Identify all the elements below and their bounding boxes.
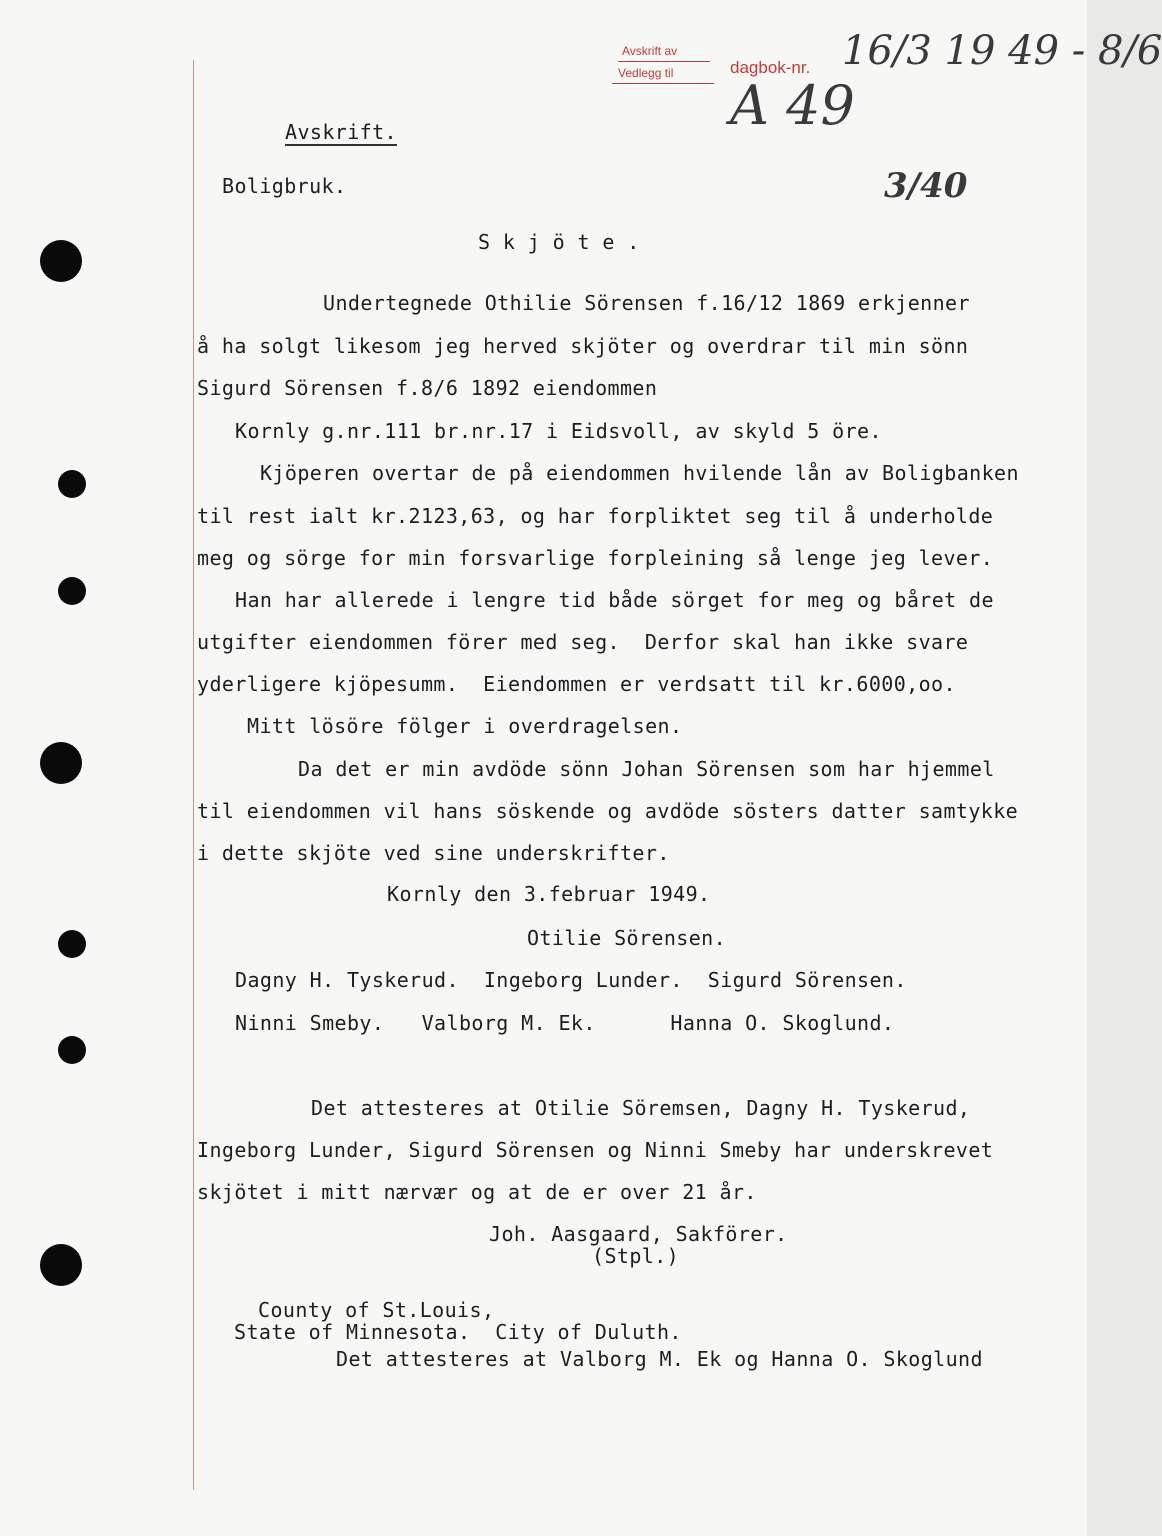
state-line: State of Minnesota. City of Duluth. bbox=[234, 1320, 682, 1344]
subheading: Boligbruk. bbox=[222, 174, 347, 198]
stamp-line-2: Vedlegg til bbox=[618, 66, 674, 80]
body-line: Undertegnede Othilie Sörensen f.16/12 1869 erkjenner bbox=[323, 291, 970, 315]
punch-hole-3 bbox=[58, 577, 86, 605]
body-line: til eiendommen vil hans söskende og avdöde sösters datter samtykke bbox=[197, 799, 1019, 823]
seal-note: (Stpl.) bbox=[592, 1244, 680, 1268]
punch-hole-6 bbox=[58, 1036, 86, 1064]
stamp-divider bbox=[618, 61, 710, 62]
attest-line: Det attesteres at Otilie Söremsen, Dagny H. Tyskerud, bbox=[311, 1096, 971, 1120]
body-line: utgifter eiendommen förer med seg. Derfor skal han ikke svare bbox=[197, 630, 969, 654]
handwritten-folio: 3/40 bbox=[884, 166, 968, 206]
final-attest-line: Det attesteres at Valborg M. Ek og Hanna O. Skoglund bbox=[336, 1347, 983, 1371]
punch-hole-5 bbox=[58, 930, 86, 958]
handwritten-register: A 49 bbox=[730, 74, 855, 137]
heading: Avskrift. bbox=[285, 120, 397, 144]
attest-line: Ingeborg Lunder, Sigurd Sörensen og Ninni Smeby har underskrevet bbox=[197, 1138, 994, 1162]
stamp-label: dagbok-nr. bbox=[730, 58, 811, 77]
punch-hole-2 bbox=[58, 470, 86, 498]
witnesses-row-1: Dagny H. Tyskerud. Ingeborg Lunder. Sigurd Sörensen. bbox=[235, 968, 907, 992]
body-line: yderligere kjöpesumm. Eiendommen er verdsatt til kr.6000,oo. bbox=[197, 672, 956, 696]
body-line: Mitt lösöre fölger i overdragelsen. bbox=[247, 714, 683, 738]
witnesses-row-2: Ninni Smeby. Valborg M. Ek. Hanna O. Skoglund. bbox=[235, 1011, 895, 1035]
body-line: Sigurd Sörensen f.8/6 1892 eiendommen bbox=[197, 376, 658, 400]
margin-rule bbox=[193, 60, 194, 1490]
body-line: i dette skjöte ved sine underskrifter. bbox=[197, 841, 670, 865]
lawyer-signature: Joh. Aasgaard, Sakförer. bbox=[489, 1222, 788, 1246]
punch-hole-1 bbox=[40, 240, 82, 282]
body-line: Han har allerede i lengre tid både sörget for meg og båret de bbox=[235, 588, 994, 612]
punch-hole-7 bbox=[40, 1244, 82, 1286]
body-line: Kjöperen overtar de på eiendommen hvilende lån av Boligbanken bbox=[260, 461, 1019, 485]
county-line: County of St.Louis, bbox=[258, 1298, 495, 1322]
signer: Otilie Sörensen. bbox=[527, 926, 727, 950]
punch-hole-4 bbox=[40, 742, 82, 784]
body-line: å ha solgt likesom jeg herved skjöter og overdrar til min sönn bbox=[197, 334, 969, 358]
document-title: S k j ö t e . bbox=[478, 230, 640, 254]
body-line: Da det er min avdöde sönn Johan Sörensen som har hjemmel bbox=[298, 757, 995, 781]
body-line: meg og sörge for min forsvarlige forpleining så lenge jeg lever. bbox=[197, 546, 994, 570]
body-line: Kornly g.nr.111 br.nr.17 i Eidsvoll, av skyld 5 öre. bbox=[235, 419, 882, 443]
attest-line: skjötet i mitt nærvær og at de er over 21 år. bbox=[197, 1180, 757, 1204]
stamp-underline bbox=[612, 83, 714, 84]
handwritten-date: 16/3 19 49 - 8/6 bbox=[842, 28, 1162, 74]
body-line: til rest ialt kr.2123,63, og har forpliktet seg til å underholde bbox=[197, 504, 994, 528]
place-date: Kornly den 3.februar 1949. bbox=[387, 882, 711, 906]
stamp-line-1: Avskrift av bbox=[622, 44, 678, 58]
